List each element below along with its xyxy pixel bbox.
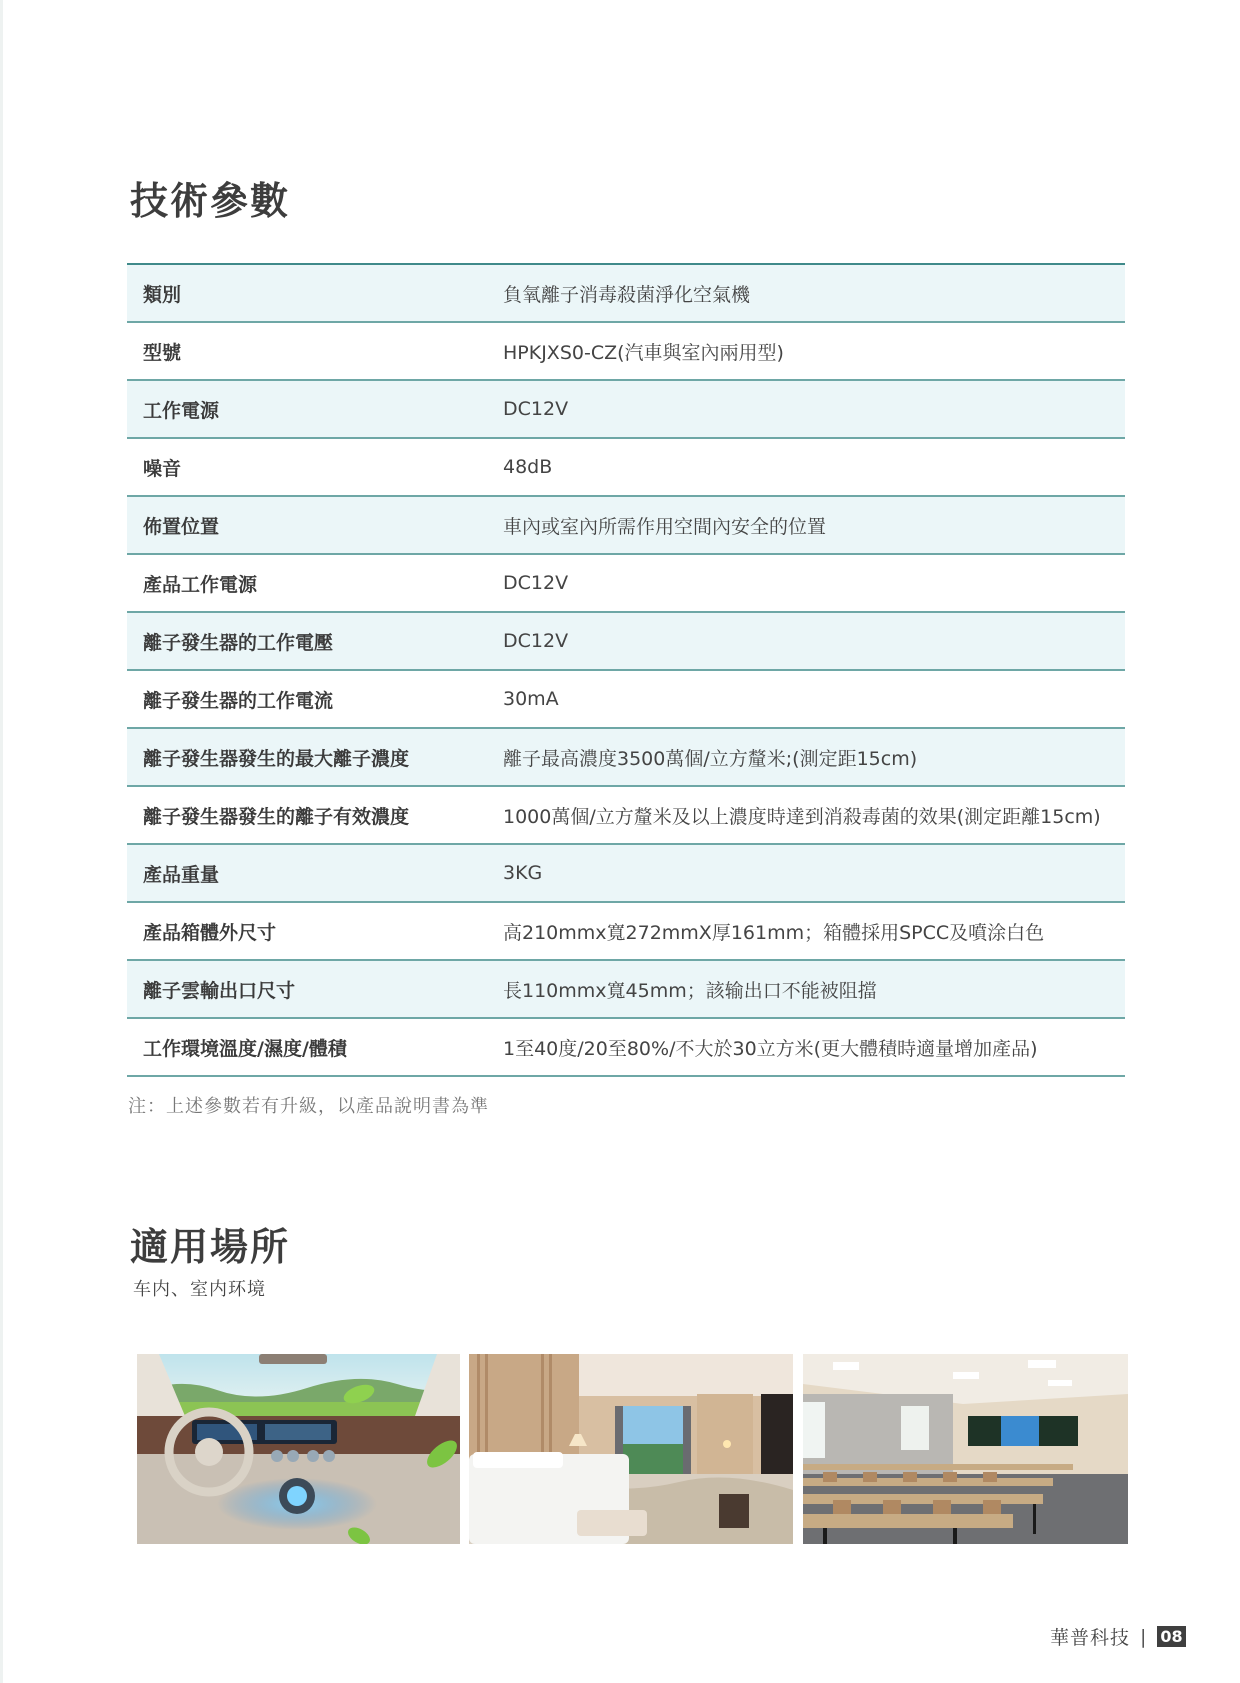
spec-value: 1000萬個/立方釐米及以上濃度時達到消殺毒菌的效果(測定距離15cm): [503, 805, 1101, 828]
page-footer: [1050, 1623, 1186, 1650]
spec-value: 30mA: [503, 688, 559, 710]
spec-value: 高210mmx寬272mmX厚161mm；箱體採用SPCC及噴涂白色: [503, 921, 1045, 944]
hotel-room-photo: [469, 1354, 793, 1544]
page-number-badge: 08: [1157, 1626, 1185, 1647]
spec-label: 工作環境溫度/濕度/體積: [143, 1037, 347, 1060]
spec-label: 工作電源: [143, 399, 220, 422]
spec-label: 產品箱體外尺寸: [143, 921, 277, 944]
usage-title: 適用場所: [130, 1225, 291, 1269]
table-row: [127, 612, 1125, 670]
spec-label: 離子雲輸出口尺寸: [143, 979, 296, 1002]
spec-label: 型號: [143, 341, 182, 364]
spec-label: 產品工作電源: [143, 573, 258, 596]
spec-value: DC12V: [503, 630, 569, 652]
table-row: [127, 438, 1125, 496]
spec-label: 離子發生器發生的最大離子濃度: [143, 747, 410, 770]
footer-separator: |: [1140, 1625, 1148, 1648]
table-row: [127, 380, 1125, 438]
table-row: [127, 728, 1125, 786]
spec-label: 離子發生器的工作電壓: [143, 631, 334, 654]
table-row: [127, 1018, 1125, 1076]
car-interior-photo: [137, 1354, 460, 1544]
table-row: [127, 786, 1125, 844]
specs-table: [127, 263, 1125, 1077]
spec-label: 噪音: [143, 457, 182, 480]
spec-value: 離子最高濃度3500萬個/立方釐米;(測定距15cm): [503, 747, 918, 770]
spec-label: 佈置位置: [143, 515, 220, 538]
page-edge-strip: [0, 0, 3, 1683]
spec-label: 產品重量: [143, 863, 220, 886]
specs-title: 技術參數: [130, 179, 291, 223]
footer-brand: 華普科技: [1050, 1627, 1131, 1649]
classroom-photo: [803, 1354, 1128, 1544]
table-row: [127, 960, 1125, 1018]
table-row: [127, 844, 1125, 902]
spec-label: 離子發生器發生的離子有效濃度: [143, 805, 410, 828]
usage-subtitle: 车内、室内环境: [133, 1279, 266, 1300]
spec-label: 離子發生器的工作電流: [143, 689, 334, 712]
spec-value: DC12V: [503, 398, 569, 420]
spec-value: 1至40度/20至80%/不大於30立方米(更大體積時適量增加產品): [503, 1037, 1038, 1060]
table-row: [127, 322, 1125, 380]
spec-value: 48dB: [503, 456, 553, 478]
specs-note: 注：上述參數若有升級，以產品說明書為準: [128, 1096, 489, 1117]
spec-value: 負氧離子消毒殺菌淨化空氣機: [503, 283, 751, 306]
spec-value: DC12V: [503, 572, 569, 594]
table-row: [127, 554, 1125, 612]
spec-label: 類別: [143, 283, 182, 306]
spec-value: 長110mmx寬45mm；該输出口不能被阻擋: [503, 979, 877, 1002]
table-row: [127, 264, 1125, 322]
table-row: [127, 496, 1125, 554]
table-row: [127, 670, 1125, 728]
spec-value: 車內或室內所需作用空間內安全的位置: [503, 515, 827, 538]
spec-value: HPKJXS0-CZ(汽車與室內兩用型): [503, 341, 784, 364]
table-row: [127, 902, 1125, 960]
spec-value: 3KG: [503, 862, 543, 884]
